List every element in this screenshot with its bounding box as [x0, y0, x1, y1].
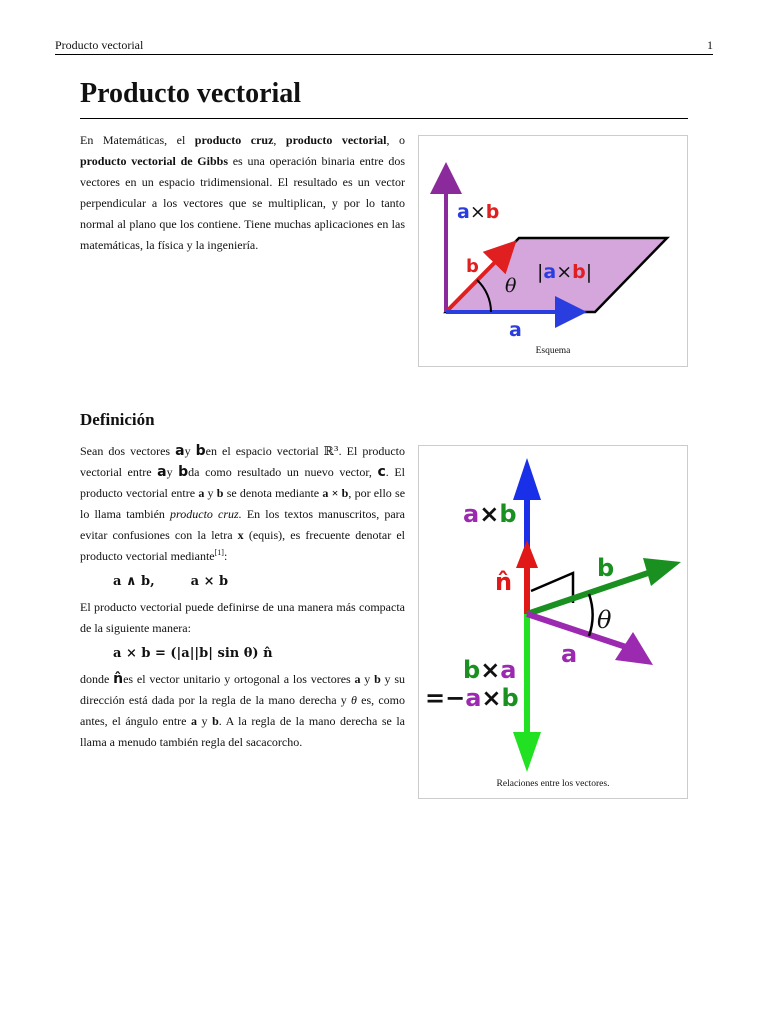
figure-relaciones: [418, 445, 688, 799]
reference-link[interactable]: [1]: [214, 548, 224, 557]
label-a: a: [509, 319, 522, 341]
arrowhead-n: [516, 540, 538, 568]
running-header: [55, 38, 713, 55]
page-title: Producto vectorial: [80, 78, 302, 109]
definition-paragraph-2: El producto vectorial puede definirse de una manera más compacta de la siguiente manera:: [80, 600, 405, 635]
formula-cross-product: a × b = (|a||b| sin θ) n̂: [113, 646, 273, 661]
notation-axb: a × b: [322, 486, 349, 500]
intro-paragraph: En Matemáticas, el producto cruz, producto vectorial, o producto vectorial de Gibbs es una operación binaria entre dos vectores en un espacio tridimensional. El resultado es un vector perpendicular a los vectores que se multiplican, y por lo tanto normal al plano que los contiene. Tiene muchas aplicaciones en las matemáticas, la física y la ingeniería.: [80, 133, 405, 252]
label-a: a: [561, 640, 578, 668]
relaciones-diagram: [419, 446, 687, 776]
section-heading: Definición: [80, 410, 155, 429]
label-axb: a×b: [457, 201, 500, 223]
label-b: b: [466, 256, 479, 277]
symbol-r3: ℝ³: [323, 444, 339, 458]
symbol-theta: θ: [350, 693, 357, 707]
symbol-c: c: [377, 464, 386, 480]
formula-notations: a ∧ b, a × b: [113, 574, 229, 589]
label-n: n̂: [495, 568, 513, 596]
term-producto-gibbs: producto vectorial de Gibbs: [80, 154, 228, 168]
figure-caption: Esquema: [535, 346, 571, 356]
angle-arc: [589, 594, 593, 636]
definition-paragraph-3: donde n̂es el vector unitario y ortogonal a los vectores a y b y su dirección está dada por la regla de la mano derecha y θ es, como antes, el ángulo entre a y b. A la regla de la mano derecha se la llama a menudo también regla del sacacorcho.: [80, 671, 406, 749]
definition-body: [80, 441, 405, 753]
symbol-b: b: [195, 443, 206, 459]
definition-paragraph-1: Sean dos vectores ay ben el espacio vectorial ℝ³. El producto vectorial entre ay bda como resultado un nuevo vector, c. El producto vectorial entre a y b se denota mediante a × b, por ello se lo llama también producto cruz. En los textos manuscritos, para evitar confusiones con la letra x (equis), es frecuente denotar el producto vectorial mediante[1]:: [80, 443, 406, 563]
italic-producto-cruz: producto cruz.: [170, 507, 242, 521]
arrowhead-axb: [513, 458, 541, 500]
label-neg-axb: =−a×b: [425, 684, 519, 712]
arrowhead-bxa: [513, 732, 541, 772]
label-theta: θ: [597, 606, 612, 634]
esquema-diagram: [419, 136, 687, 346]
term-producto-cruz: producto cruz: [194, 133, 274, 147]
page-number: 1: [707, 38, 713, 52]
label-b: b: [597, 554, 615, 582]
symbol-a: a: [175, 443, 185, 459]
vector-b: [527, 572, 651, 614]
label-theta: θ: [505, 275, 517, 297]
symbol-n-hat: n̂: [113, 671, 124, 687]
term-producto-vectorial: producto vectorial: [285, 133, 387, 147]
arrowhead-b: [643, 558, 681, 586]
figure-caption: Relaciones entre los vectores.: [496, 779, 610, 789]
arrowhead-a: [615, 632, 653, 665]
figure-esquema: [418, 135, 688, 367]
label-bxa: b×a: [463, 656, 517, 684]
label-axb: a×b: [463, 500, 517, 528]
vector-a: [527, 614, 629, 648]
header-title: Producto vectorial: [55, 38, 144, 52]
title-rule: [80, 118, 688, 119]
label-magnitude: |a×b|: [537, 261, 593, 283]
